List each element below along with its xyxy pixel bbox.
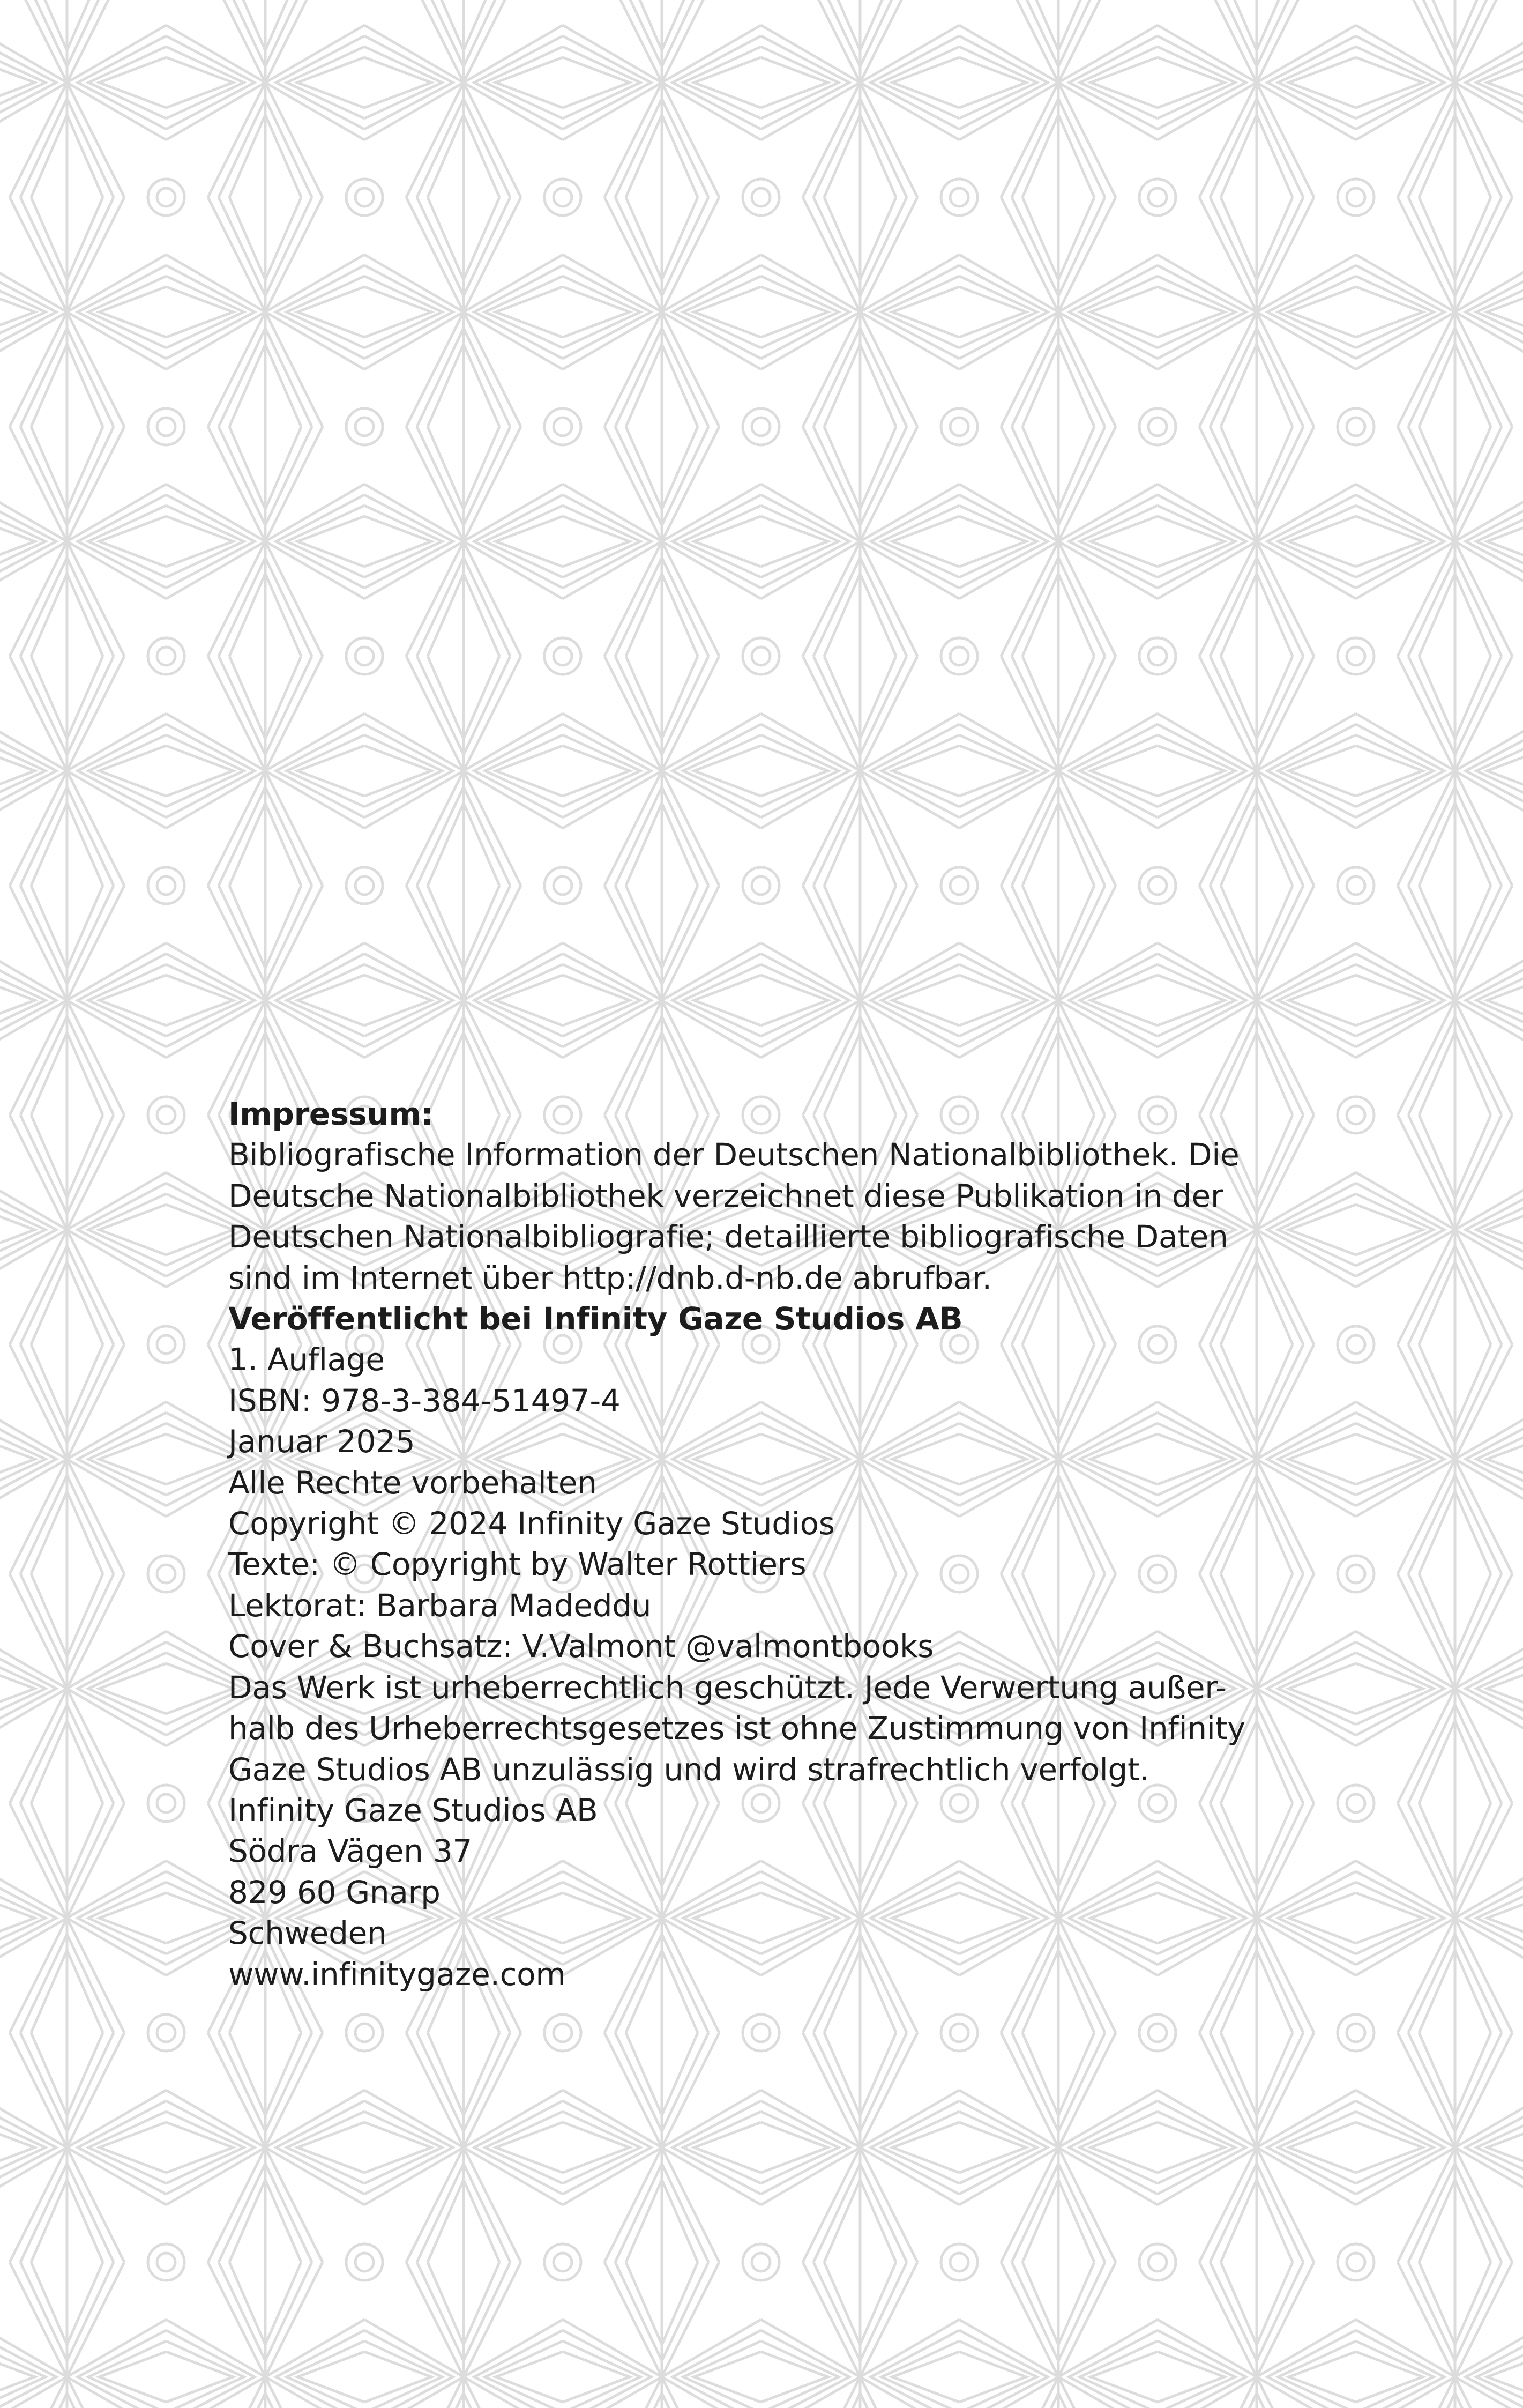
address-city: 829 60 Gnarp — [228, 1874, 441, 1911]
isbn: ISBN: 978-3-384-51497-4 — [228, 1382, 621, 1419]
publisher-line: Veröffentlicht bei Infinity Gaze Studios AB — [228, 1300, 963, 1337]
impressum-heading: Impressum: — [228, 1096, 434, 1132]
bibliographic-line: sind im Internet über http://dnb.d-nb.de abrufbar. — [228, 1259, 992, 1296]
address-street: Södra Vägen 37 — [228, 1833, 472, 1870]
website: www.infinitygaze.com — [228, 1956, 566, 1993]
edition: 1. Auflage — [228, 1341, 385, 1378]
impressum-block — [228, 1094, 1300, 1995]
editing-credit: Lektorat: Barbara Madeddu — [228, 1587, 652, 1624]
bibliographic-line: Deutsche Nationalbibliothek verzeichnet diese Publikation in der — [228, 1177, 1223, 1214]
legal-line: Das Werk ist urheberrechtlich geschützt. Jede Verwertung außer- — [228, 1669, 1227, 1706]
address-country: Schweden — [228, 1915, 387, 1952]
cover-credit: Cover & Buchsatz: V.Valmont @valmontbooks — [228, 1628, 934, 1665]
publication-date: Januar 2025 — [228, 1423, 415, 1460]
bibliographic-line: Bibliografische Information der Deutschen Nationalbibliothek. Die — [228, 1136, 1240, 1173]
legal-line: halb des Urheberrechtsgesetzes ist ohne Zustimmung von Infinity — [228, 1710, 1246, 1747]
legal-line: Gaze Studios AB unzulässig und wird strafrechtlich verfolgt. — [228, 1751, 1149, 1788]
rights-statement: Alle Rechte vorbehalten — [228, 1464, 597, 1501]
address-company: Infinity Gaze Studios AB — [228, 1792, 598, 1829]
copyright-line: Copyright © 2024 Infinity Gaze Studios — [228, 1505, 835, 1542]
texts-credit: Texte: © Copyright by Walter Rottiers — [228, 1546, 807, 1583]
bibliographic-line: Deutschen Nationalbibliografie; detaillierte bibliografische Daten — [228, 1218, 1228, 1255]
